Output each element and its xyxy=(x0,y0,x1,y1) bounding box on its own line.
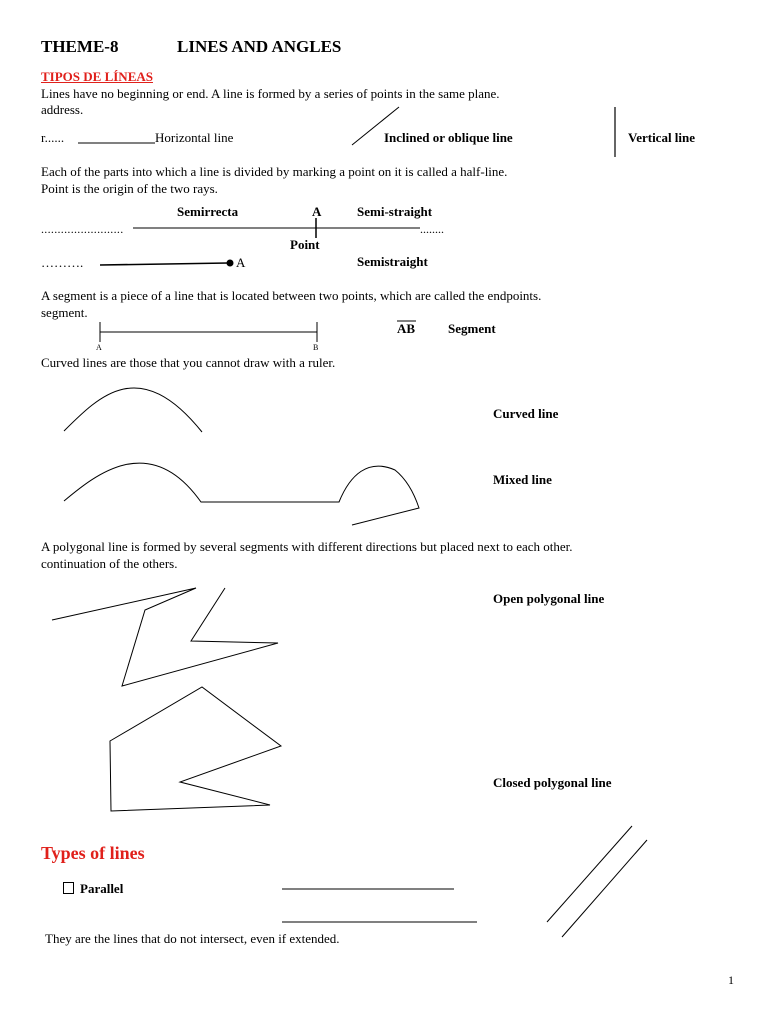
page-number: 1 xyxy=(728,973,734,987)
point-label: Point xyxy=(290,237,320,252)
semistraight-label: Semistraight xyxy=(357,254,428,269)
bullet-box-icon xyxy=(63,882,74,894)
theme-number: THEME-8 xyxy=(41,37,119,56)
r-prefix: r...... xyxy=(41,130,65,145)
segment-end-b-label: B xyxy=(313,343,319,352)
ray-point-label: A xyxy=(236,255,246,270)
polygonal-text-2: continuation of the others. xyxy=(41,556,178,571)
parallel-label: Parallel xyxy=(80,881,124,896)
page-title: LINES AND ANGLES xyxy=(177,37,342,56)
point-a-label: A xyxy=(312,204,322,219)
parallel-oblique-1 xyxy=(547,826,632,922)
semirrecta-label: Semirrecta xyxy=(177,204,239,219)
open-polygonal-line-drawing xyxy=(52,588,278,686)
parallel-text: They are the lines that do not intersect, even if extended. xyxy=(45,931,340,946)
curved-line-label: Curved line xyxy=(493,406,559,421)
types-of-lines-heading: Types of lines xyxy=(41,843,145,863)
segment-notation: AB xyxy=(397,321,416,336)
intro-text-1: Lines have no beginning or end. A line is formed by a series of points in the same plane. xyxy=(41,86,500,101)
ray-line xyxy=(100,263,228,265)
ray-dots: ………. xyxy=(41,255,84,270)
section-heading-tipos: TIPOS DE LÍNEAS xyxy=(41,69,153,84)
closed-polygonal-line-drawing xyxy=(110,687,281,811)
segment-text-1: A segment is a piece of a line that is located between two points, which are called the endpoints. xyxy=(41,288,542,303)
curved-line-drawing xyxy=(64,388,202,432)
curved-text: Curved lines are those that you cannot draw with a ruler. xyxy=(41,355,336,370)
polygonal-text-1: A polygonal line is formed by several segments with different directions but placed next to each other. xyxy=(41,539,573,554)
segment-text-2: segment. xyxy=(41,305,88,320)
horizontal-line-label: Horizontal line xyxy=(155,130,234,145)
intro-text-2: address. xyxy=(41,102,84,117)
mixed-line-label: Mixed line xyxy=(493,472,552,487)
segment-end-a-label: A xyxy=(96,343,102,352)
semi-straight-label: Semi-straight xyxy=(357,204,433,219)
closed-polygonal-label: Closed polygonal line xyxy=(493,775,612,790)
vertical-line-label: Vertical line xyxy=(628,130,696,145)
halfline-text-2: Point is the origin of the two rays. xyxy=(41,181,218,196)
halfline-text-1: Each of the parts into which a line is divided by marking a point on it is called a half-line. xyxy=(41,164,508,179)
segment-label: Segment xyxy=(448,321,496,336)
mixed-line-drawing xyxy=(64,463,419,525)
inclined-line-label: Inclined or oblique line xyxy=(384,130,513,145)
open-polygonal-label: Open polygonal line xyxy=(493,591,605,606)
parallel-oblique-2 xyxy=(562,840,647,937)
right-dots: ........ xyxy=(420,222,444,236)
ray-origin-point xyxy=(227,260,234,267)
left-dots: ......................... xyxy=(41,222,124,236)
